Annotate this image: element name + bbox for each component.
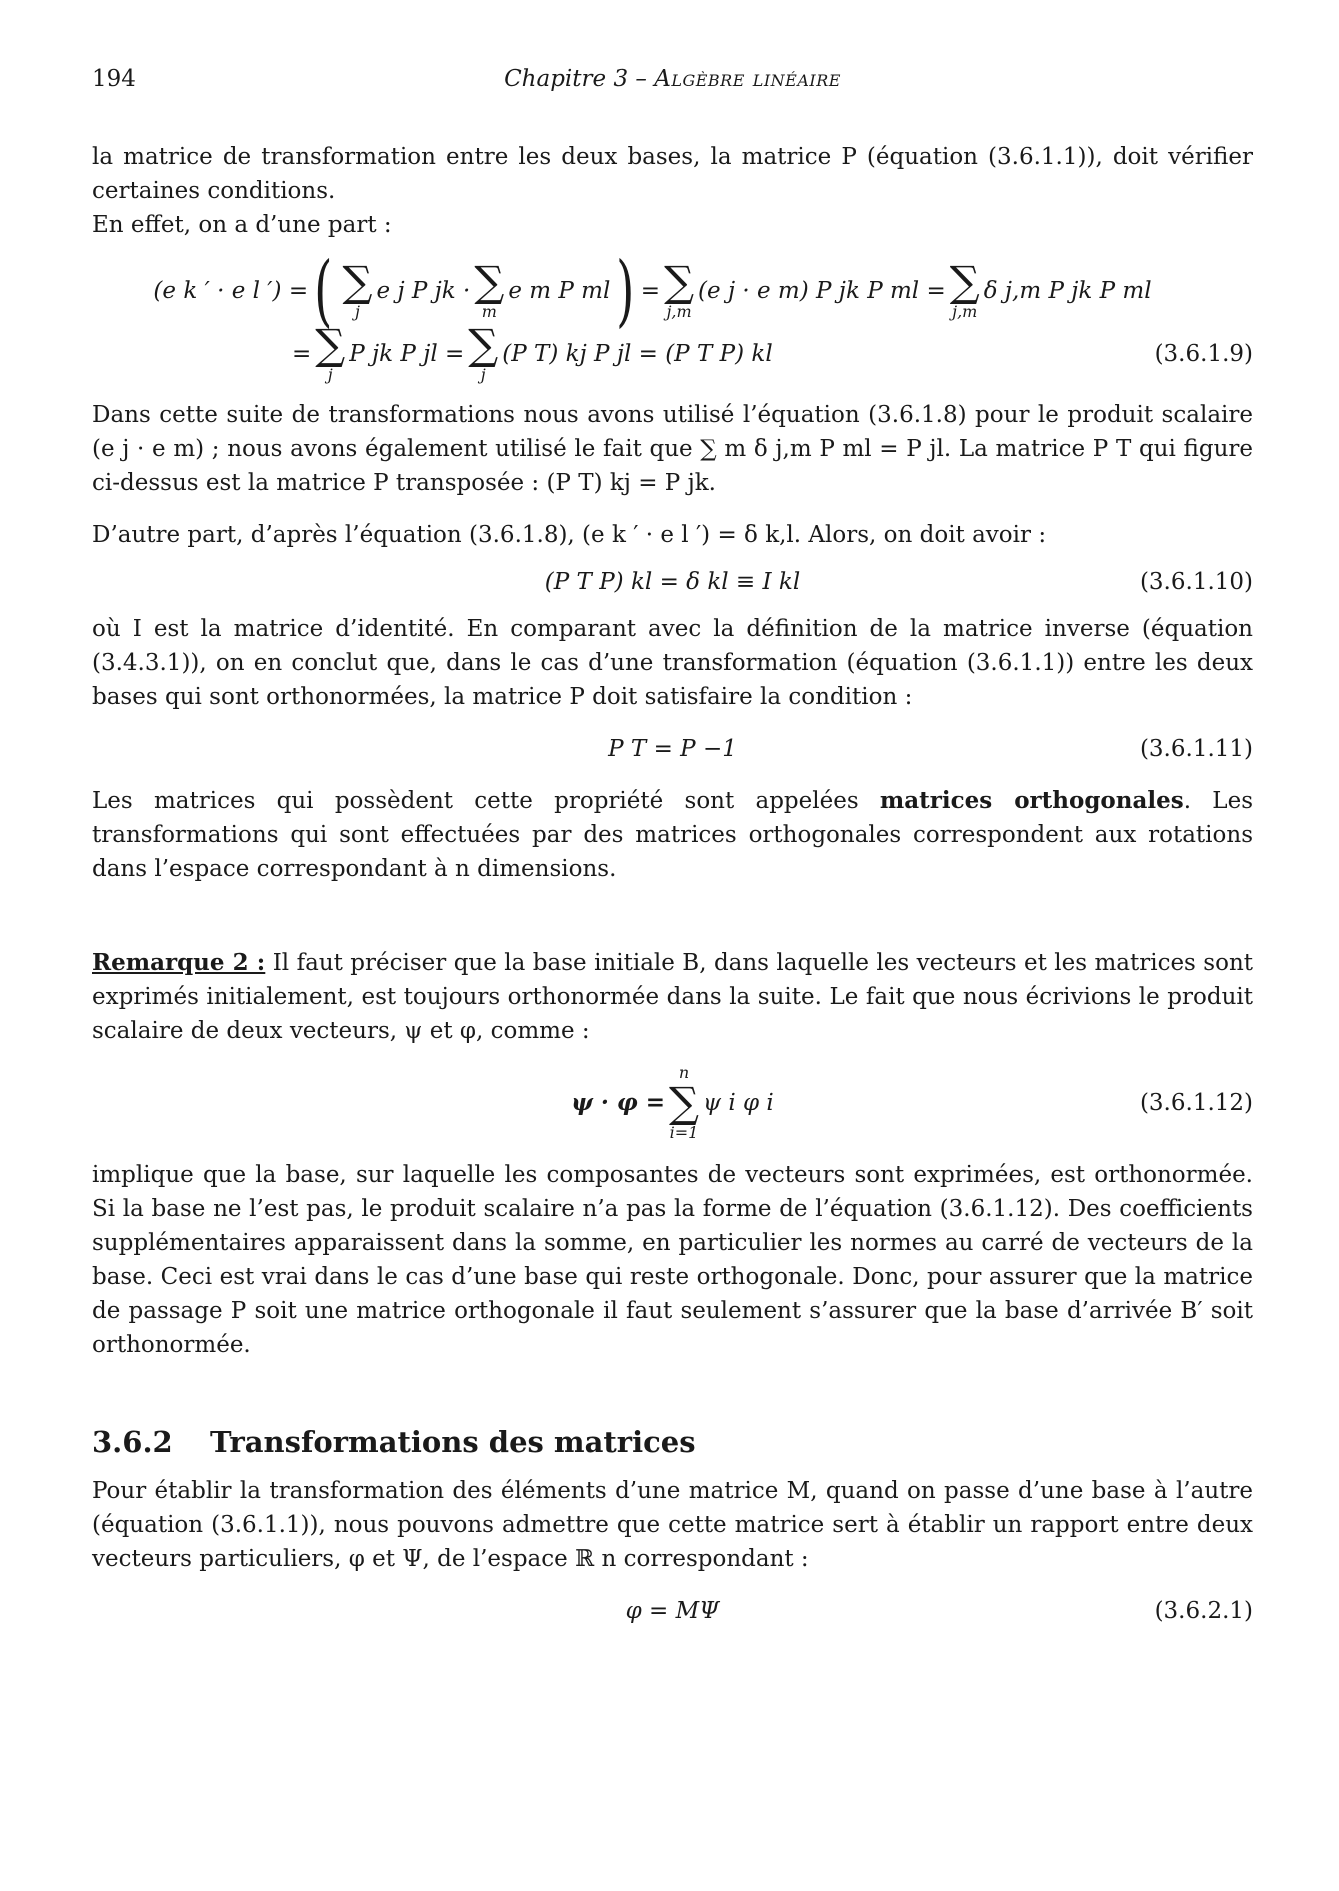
running-header (92, 62, 1253, 96)
eq-line2-term-1: P jk P jl = (349, 341, 465, 367)
intro-lead: En effet, on a d’une part : (92, 212, 392, 238)
remark-label: Remarque 2 : (92, 949, 266, 976)
equation-number: (3.6.1.10) (1139, 569, 1253, 595)
equation-body: (P T P) kl = δ kl ≡ I kl (544, 569, 801, 595)
sum-j: ∑ j (342, 257, 373, 321)
paragraph-identity: où I est la matrice d’identité. En comparant avec la définition de la matrice inverse (équation (3.4.3.1)), on en conclut que, dans le cas d’une transformation (équation (3.6.1.1)) entre les deux bases qui sont orthonormées, la matrice P doit satisfaire la condition : (92, 616, 1253, 710)
equation-body: φ = MΨ (625, 1598, 720, 1624)
sum-jm-1: ∑ j,m (664, 257, 695, 321)
equation-3-6-1-10 (92, 552, 1253, 612)
sum-j-2: ∑ j (315, 320, 346, 384)
text-before: Les matrices qui possèdent cette propriété sont appelées (92, 788, 880, 814)
equation-3-6-1-12 (92, 1048, 1253, 1158)
eq-line2-term-2: (P T) kj P jl = (P T P) kl (502, 341, 773, 367)
sum-jm-2: ∑ j,m (949, 257, 980, 321)
equation-3-6-1-11 (92, 714, 1253, 784)
section-number: 3.6.2 (92, 1425, 173, 1459)
equation-line-2 (92, 320, 1253, 384)
equation-body: P T = P −1 (608, 736, 737, 762)
eq-equals: = (640, 278, 661, 304)
equation-line-1 (153, 246, 1152, 336)
sum-i: n ∑ i=1 (668, 1063, 699, 1142)
equation-lhs: ψ · φ = (571, 1089, 665, 1116)
left-paren: ( (314, 246, 333, 336)
equation-number: (3.6.1.12) (1139, 1090, 1253, 1116)
paragraph-transformations: Dans cette suite de transformations nous avons utilisé l’équation (3.6.1.8) pour le produit scalaire (e j · e m) ; nous avons également utilisé le fait que ∑ m δ j,m P ml = P jl. La matrice P T qui figure ci-dessus est la matrice P transposée : (P T) kj = P jk. (92, 402, 1253, 496)
eq-term-3: (e j · e m) P jk P ml = (698, 278, 946, 304)
remark-text: Il faut préciser que la base initiale B, dans laquelle les vecteurs et les matrices sont exprimés initialement, est toujours orthonormée dans la suite. Le fait que nous écrivions le produit scalaire de deux vecteurs, ψ et φ, comme : (92, 950, 1253, 1044)
term-orthogonal-matrices: matrices orthogonales (879, 787, 1184, 814)
equation-3-6-2-1 (92, 1576, 1253, 1646)
remark-paragraph (92, 946, 1253, 1048)
eq-term-1: e j P jk · (376, 278, 471, 304)
intro-paragraph: la matrice de transformation entre les deux bases, la matrice P (équation (3.6.1.1)), doit vérifier certaines conditions. (92, 144, 1253, 204)
equation-term: ψ i φ i (702, 1090, 774, 1116)
section-title: Transformations des matrices (210, 1425, 696, 1459)
paragraph-section: Pour établir la transformation des éléments d’une matrice M, quand on passe d’une base à l’autre (équation (3.6.1.1)), nous pouvons admettre que cette matrice sert à établir un rapport entre deux vecteurs particuliers, φ et Ψ, de l’espace ℝ n correspondant : (92, 1478, 1253, 1572)
text-after: . Les transformations qui sont effectuées par des matrices orthogonales correspondent aux rotations dans l’espace correspondant à n dimensions. (92, 788, 1253, 882)
eq-line2-equals: = (292, 341, 312, 367)
paragraph-orthogonal (92, 784, 1253, 886)
equation-number: (3.6.1.11) (1139, 736, 1253, 762)
right-paren: ) (616, 246, 635, 336)
equation-number: (3.6.2.1) (1154, 1598, 1253, 1624)
chapter-name: Algèbre linéaire (654, 66, 841, 92)
sum-m: ∑ m (474, 257, 505, 321)
eq-term-4: δ j,m P jk P ml (983, 278, 1152, 304)
equation-number: (3.6.1.9) (1154, 341, 1253, 367)
chapter-prefix: Chapitre 3 – (504, 66, 647, 92)
eq-lhs: (e k ′ · e l ′) = (153, 278, 309, 304)
section-heading (92, 1422, 1253, 1462)
eq-term-2: e m P ml (508, 278, 611, 304)
equation-3-6-1-9 (92, 246, 1253, 384)
chapter-title (92, 62, 1253, 96)
page-number: 194 (92, 66, 136, 92)
sum-j-3: ∑ j (468, 320, 499, 384)
paragraph-other-part: D’autre part, d’après l’équation (3.6.1.8), (e k ′ · e l ′) = δ k,l. Alors, on doit avoir : (92, 522, 1047, 548)
paragraph-implique: implique que la base, sur laquelle les composantes de vecteurs sont exprimées, est orthonormée. Si la base ne l’est pas, le produit scalaire n’a pas la forme de l’équation (3.6.1.12). Des coefficients supplémentaires apparaissent dans la somme, en particulier les normes au carré de vecteurs de la base. Ceci est vrai dans le cas d’une base qui reste orthogonale. Donc, pour assurer que la matrice de passage P soit une matrice orthogonale il faut seulement s’assurer que la base d’arrivée B′ soit orthonormée. (92, 1162, 1253, 1358)
